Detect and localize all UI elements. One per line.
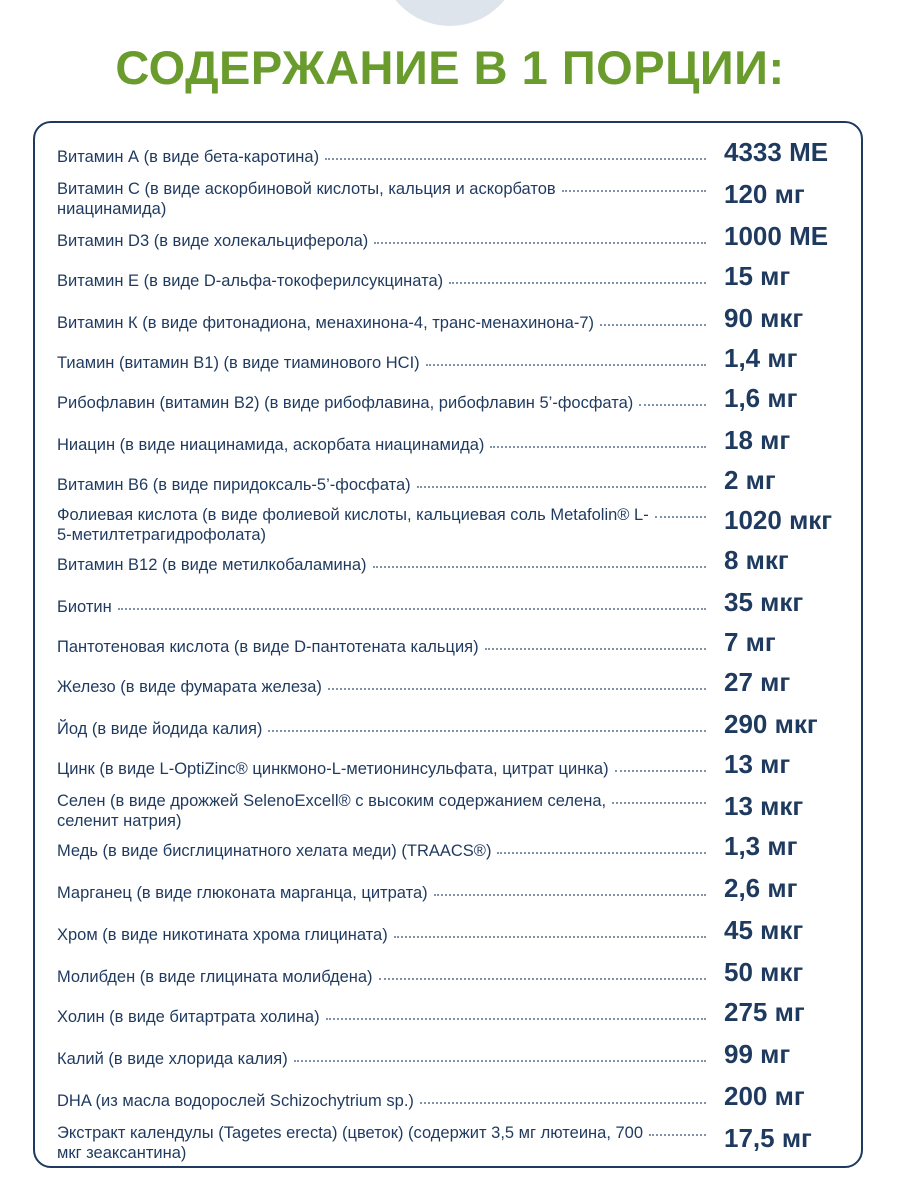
dotted-leader — [394, 914, 706, 938]
nutrient-amount: 13 мкг — [724, 791, 804, 821]
nutrient-row — [35, 381, 865, 425]
dotted-leader — [655, 494, 706, 518]
dotted-leader — [497, 830, 706, 854]
nutrient-name: Пантотеновая кислота (в виде D-пантотената кальция) — [57, 638, 479, 656]
nutrient-name: Селен (в виде дрожжей SelenoExcell® с высоким содержанием селена, селенит натрия) — [57, 792, 607, 830]
nutrient-amount: 2,6 мг — [724, 873, 798, 903]
nutrient-row — [35, 707, 865, 751]
dotted-leader — [485, 626, 706, 650]
dotted-leader — [417, 464, 706, 488]
nutrient-row — [35, 789, 865, 833]
nutrient-row — [35, 747, 865, 791]
dotted-leader — [328, 666, 706, 690]
nutrient-name: Витамин В12 (в виде метилкобаламина) — [57, 556, 367, 574]
nutrient-row — [35, 665, 865, 709]
nutrient-row — [35, 1079, 865, 1123]
nutrient-amount: 50 мкг — [724, 957, 804, 987]
nutrient-name: Ниацин (в виде ниацинамида, аскорбата ниацинамида) — [57, 436, 485, 454]
nutrient-row — [35, 503, 865, 547]
nutrient-row — [35, 219, 865, 263]
nutrient-name: Рибофлавин (витамин В2) (в виде рибофлавина, рибофлавин 5’-фосфата) — [57, 394, 634, 412]
nutrient-name: DHA (из масла водорослей Schizochytrium sp.) — [57, 1092, 414, 1110]
dotted-leader — [294, 1038, 706, 1062]
nutrient-row — [35, 913, 865, 957]
nutrient-name: Витамин Е (в виде D-альфа-токоферилсукцината) — [57, 272, 444, 290]
nutrient-name: Молибден (в виде глицината молибдена) — [57, 968, 373, 986]
dotted-leader — [600, 302, 706, 326]
nutrient-name: Железо (в виде фумарата железа) — [57, 678, 322, 696]
dotted-leader — [373, 544, 706, 568]
nutrient-row — [35, 995, 865, 1039]
dotted-leader — [379, 956, 706, 980]
nutrient-amount: 2 мг — [724, 465, 776, 495]
nutrient-amount: 18 мг — [724, 425, 791, 455]
nutrient-name: Калий (в виде хлорида калия) — [57, 1050, 288, 1068]
nutrient-row — [35, 177, 865, 221]
nutrient-row — [35, 301, 865, 345]
nutrient-row — [35, 543, 865, 587]
nutrient-amount: 290 мкг — [724, 709, 818, 739]
dotted-leader — [326, 996, 706, 1020]
nutrient-row — [35, 341, 865, 385]
nutrient-amount: 200 мг — [724, 1081, 805, 1111]
nutrient-name: Витамин С (в виде аскорбиновой кислоты, кальция и аскорбатов ниацинамида) — [57, 180, 556, 218]
nutrient-row — [35, 955, 865, 999]
nutrient-amount: 35 мкг — [724, 587, 804, 617]
nutrient-row — [35, 135, 865, 179]
dotted-leader — [639, 382, 706, 406]
dotted-leader — [426, 342, 706, 366]
nutrient-amount: 1000 МЕ — [724, 221, 829, 251]
nutrient-amount: 13 мг — [724, 749, 791, 779]
nutrient-amount: 1,4 мг — [724, 343, 798, 373]
nutrient-name: Витамин В6 (в виде пиридоксаль-5’-фосфата) — [57, 476, 411, 494]
dotted-leader — [612, 780, 706, 804]
nutrient-amount: 7 мг — [724, 627, 776, 657]
nutrient-name: Цинк (в виде L-OptiZinc® цинкмоно-L-метионинсульфата, цитрат цинка) — [57, 760, 609, 778]
nutrient-name: Биотин — [57, 598, 112, 616]
nutrient-amount: 1,3 мг — [724, 831, 798, 861]
nutrient-amount: 275 мг — [724, 997, 805, 1027]
nutrient-name: Марганец (в виде глюконата марганца, цитрата) — [57, 884, 428, 902]
nutrient-name: Витамин К (в виде фитонадиона, менахинона-4, транс-менахинона-7) — [57, 314, 595, 332]
nutrient-amount: 15 мг — [724, 261, 791, 291]
nutrient-row — [35, 585, 865, 629]
nutrient-row — [35, 625, 865, 669]
nutrient-amount: 8 мкг — [724, 545, 789, 575]
nutrient-amount: 4333 МЕ — [724, 137, 829, 167]
dotted-leader — [420, 1080, 706, 1104]
nutrient-amount: 45 мкг — [724, 915, 804, 945]
nutrient-amount: 1,6 мг — [724, 383, 798, 413]
nutrient-name: Медь (в виде бисглицинатного хелата меди) (TRAACS®) — [57, 842, 492, 860]
nutrient-row — [35, 259, 865, 303]
nutrient-amount: 90 мкг — [724, 303, 804, 333]
nutrient-row — [35, 463, 865, 507]
page-title: СОДЕРЖАНИЕ В 1 ПОРЦИИ: — [115, 41, 785, 94]
nutrient-name: Йод (в виде йодида калия) — [57, 720, 263, 738]
dotted-leader — [325, 136, 706, 160]
nutrient-amount: 99 мг — [724, 1039, 791, 1069]
dotted-leader — [268, 708, 706, 732]
dotted-leader — [649, 1112, 706, 1136]
nutrient-amount: 27 мг — [724, 667, 791, 697]
nutrient-row — [35, 871, 865, 915]
nutrient-amount: 17,5 мг — [724, 1123, 812, 1153]
dotted-leader — [615, 748, 706, 772]
nutrient-row — [35, 1037, 865, 1081]
nutrient-name: Холин (в виде битартрата холина) — [57, 1008, 320, 1026]
dotted-leader — [118, 586, 706, 610]
nutrient-row — [35, 1121, 865, 1165]
top-decoration — [380, 0, 520, 26]
nutrient-row — [35, 423, 865, 467]
dotted-leader — [490, 424, 706, 448]
dotted-leader — [449, 260, 706, 284]
dotted-leader — [562, 168, 706, 192]
nutrient-amount: 1020 мкг — [724, 505, 833, 535]
nutrient-row — [35, 829, 865, 873]
nutrient-name: Витамин А (в виде бета-каротина) — [57, 148, 320, 166]
nutrient-name: Экстракт календулы (Tagetes erecta) (цветок) (содержит 3,5 мг лютеина, 700 мкг зеаксантина) — [57, 1124, 644, 1162]
nutrient-name: Фолиевая кислота (в виде фолиевой кислоты, кальциевая соль Metafolin® L-5-метилтетрагидрофолата) — [57, 506, 649, 544]
dotted-leader — [434, 872, 706, 896]
nutrient-name: Витамин D3 (в виде холекальциферола) — [57, 232, 369, 250]
nutrient-amount: 120 мг — [724, 179, 805, 209]
nutrient-name: Тиамин (витамин В1) (в виде тиаминового HCI) — [57, 354, 420, 372]
dotted-leader — [374, 220, 706, 244]
nutrient-panel — [33, 121, 863, 1168]
nutrient-name: Хром (в виде никотината хрома глицината) — [57, 926, 388, 944]
